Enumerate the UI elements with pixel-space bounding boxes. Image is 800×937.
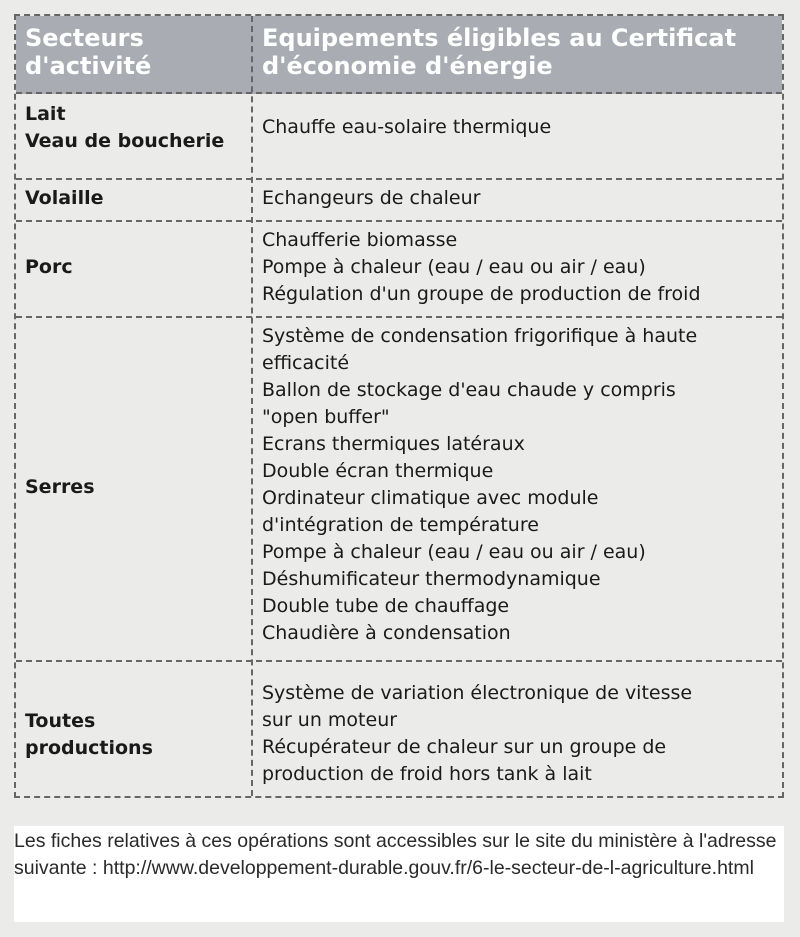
equipment-item: Système de condensation frigorifique à haute bbox=[262, 325, 698, 347]
equipment-cell bbox=[262, 185, 777, 212]
equipment-item: Récupérateur de chaleur sur un groupe de bbox=[262, 736, 667, 758]
equipment-item: "open buffer" bbox=[262, 406, 390, 428]
equipment-item: Echangeurs de chaleur bbox=[262, 187, 481, 209]
equipment-item: d'intégration de température bbox=[262, 514, 539, 536]
equipment-item: production de froid hors tank à lait bbox=[262, 763, 592, 785]
equipment-cell bbox=[262, 114, 777, 141]
table-row bbox=[16, 662, 782, 796]
footnote: Les fiches relatives à ces opérations sont accessibles sur le site du ministère à l'adresse suivante : http://www.developpement-durable.gouv.fr/6-le-secteur-de-l-agriculture.html bbox=[14, 826, 784, 922]
equipment-item: Pompe à chaleur (eau / eau ou air / eau) bbox=[262, 256, 646, 278]
table-row bbox=[16, 94, 782, 180]
equipment-cell bbox=[262, 323, 777, 647]
table-row bbox=[16, 222, 782, 318]
equipment-cell bbox=[262, 680, 777, 788]
equipment-item: efficacité bbox=[262, 352, 350, 374]
equipment-item: sur un moteur bbox=[262, 709, 398, 731]
header-equipment: Equipements éligibles au Certificat d'économie d'énergie bbox=[262, 24, 737, 80]
equipment-item: Double tube de chauffage bbox=[262, 595, 510, 617]
header-sectors: Secteurs d'activité bbox=[25, 24, 152, 80]
equipment-item: Double écran thermique bbox=[262, 460, 494, 482]
equipment-item: Chaufferie biomasse bbox=[262, 229, 458, 251]
sector-cell: Toutes productions bbox=[25, 710, 153, 759]
equipment-table bbox=[14, 14, 784, 798]
equipment-item: Système de variation électronique de vitesse bbox=[262, 682, 693, 704]
equipment-item: Chauffe eau-solaire thermique bbox=[262, 116, 552, 138]
sector-cell: Serres bbox=[25, 476, 95, 498]
table-row bbox=[16, 180, 782, 222]
sector-cell: Porc bbox=[25, 256, 73, 278]
equipment-item: Régulation d'un groupe de production de froid bbox=[262, 283, 701, 305]
equipment-item: Ordinateur climatique avec module bbox=[262, 487, 599, 509]
equipment-item: Chaudière à condensation bbox=[262, 622, 511, 644]
sector-cell: Volaille bbox=[25, 187, 104, 209]
table-header bbox=[16, 16, 782, 94]
equipment-item: Pompe à chaleur (eau / eau ou air / eau) bbox=[262, 541, 646, 563]
equipment-item: Ballon de stockage d'eau chaude y compris bbox=[262, 379, 676, 401]
table-row bbox=[16, 318, 782, 662]
equipment-item: Ecrans thermiques latéraux bbox=[262, 433, 525, 455]
sector-cell: Lait Veau de boucherie bbox=[25, 103, 225, 152]
equipment-item: Déshumificateur thermodynamique bbox=[262, 568, 601, 590]
equipment-cell bbox=[262, 227, 777, 308]
